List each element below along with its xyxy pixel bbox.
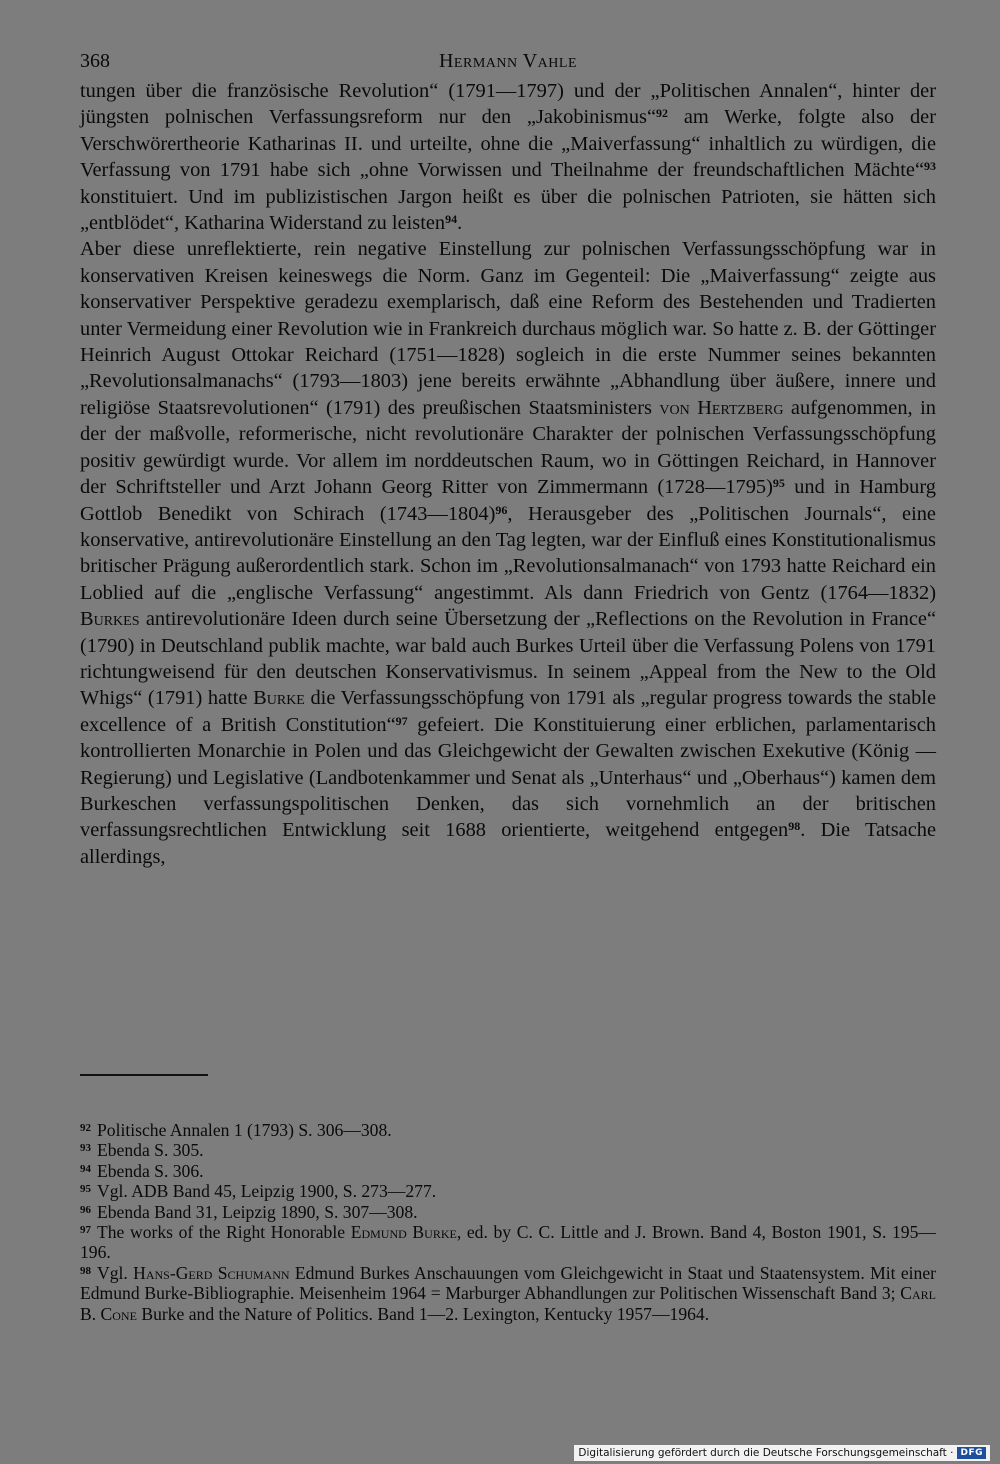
author-name-hertzberg: von Hertzberg: [659, 396, 784, 419]
footnote-text: Edmund Burkes Anschauungen vom Gleichgewicht in Staat und Staatensystem. Mit einer Edmund Burke-Bibliographie. Meisenheim 1964 = Marburger Abhandlungen zur Politischen Wissenschaft Band 3;: [80, 1262, 936, 1304]
paragraph-text: Aber diese unreflektierte, rein negative Einstellung zur polnischen Verfassungsschöpfung war in konservativen Kreisen keineswegs die Norm. Ganz im Gegenteil: Die „Maiverfassung“ zeigte aus konservativer Perspektive geradezu exemplarisch, daß eine Reform des Bestehenden und Tradierten unter Vermeidung einer Revolution wie in Frankreich durchaus möglich war. So hatte z. B. der Göttinger Heinrich August Ottokar Reichard (1751—1828) sogleich in die erste Nummer seines bekannten „Revolutionsalmanachs“ (1793—1803) jene bereits erwähnte „Abhandlung über äußere, innere und religiöse Staatsrevolutionen“ (1791) des preußischen Staatsministers: [80, 238, 936, 419]
footnote-ref-96[interactable]: 96: [495, 502, 508, 517]
paragraph-text: antirevolutionäre Ideen durch seine Übersetzung der „Reflections on the Revolution in France“ (1790) in Deutschland publik machte, war bald auch Burkes Urteil über die Verfassung Polens von 1791 richtungweisend für den deutschen Konservativismus. In seinem „Appeal from the New to the Old Whigs“ (1791) hatte: [80, 608, 936, 710]
footnote-ref-95[interactable]: 95: [772, 476, 785, 491]
credit-text: Digitalisierung gefördert durch die Deutsche Forschungsgemeinschaft ·: [578, 1447, 954, 1459]
digitization-credit: [574, 1445, 990, 1461]
footnote-author: Edmund Burke: [350, 1222, 457, 1243]
paragraph-text: tungen über die französische Revolution“ (1791—1797) und der „Politischen Annalen“, hinter der jüngsten polnischen Verfassungsreform nur den „Jakobinismus“: [80, 80, 936, 129]
footnote-text: Ebenda S. 306.: [97, 1160, 204, 1181]
dfg-logo-icon: DFG: [957, 1447, 986, 1459]
footnote-ref-97[interactable]: 97: [395, 713, 408, 728]
footnote-author: Carl B. Cone: [80, 1283, 936, 1324]
footnote-text: Burke and the Nature of Politics. Band 1—2. Lexington, Kentucky 1957—1964.: [136, 1303, 710, 1324]
running-head: [80, 44, 936, 78]
footnote-text: Ebenda Band 31, Leipzig 1890, S. 307—308.: [97, 1201, 418, 1222]
footnote-97: [80, 1222, 936, 1263]
footnote-text: , ed. by C. C. Little and J. Brown. Band 4, Boston 1901, S. 195—196.: [80, 1222, 936, 1263]
footnote-ref-92[interactable]: 92: [656, 106, 669, 121]
footnote-number: 94: [80, 1162, 91, 1175]
paragraph-text: .: [457, 212, 463, 235]
footnote-98: [80, 1263, 936, 1324]
paragraph-1: [80, 78, 936, 236]
paragraph-text: aufgenommen, in der der maßvolle, reformerische, nicht revolutionäre Charakter der polnischen Verfassungsschöpfung positiv gewürdigt wurde. Vor allem im norddeutschen Raum, wo in Göttingen Reichard, in Hannover der Schriftsteller und Arzt Johann Georg Ritter von Zimmermann (1728—1795): [80, 396, 936, 499]
body-text: [80, 78, 936, 870]
paragraph-text: gefeiert. Die Konstituierung einer erblichen, parlamentarisch kontrollierten Monarchie in Polen und das Gleichgewicht der Gewalten zwischen Exekutive (König — Regierung) und Legislative (Landbotenkammer und Senat als „Unterhaus“ und „Oberhaus“) kamen dem Burkeschen verfassungspolitischen Denken, das sich vornehmlich an der britischen verfassungsrechtlichen Entwicklung seit 1688 orientierte, weitgehend entgegen: [80, 713, 936, 842]
paragraph-text: . Die Tatsache allerdings,: [80, 819, 936, 868]
author-name-burke: Burke: [253, 687, 305, 710]
footnote-96: [80, 1202, 936, 1222]
footnote-author: Hans-Gerd Schumann: [133, 1262, 290, 1283]
footnote-text: Vgl.: [97, 1262, 134, 1283]
footnote-number: 93: [80, 1142, 91, 1155]
paragraph-text: , Herausgeber des „Politischen Journals“, eine konservative, antirevolutionäre Einstellung an den Tag legten, war der Einfluß eines Konstitutionalismus britischer Prägung außerordentlich stark. Schon im „Revolutionsalmanach“ von 1793 hatte Reichard ein Loblied auf die „englische Verfassung“ angestimmt. Als dann Friedrich von Gentz (1764—1832): [80, 502, 936, 604]
footnote-93: [80, 1140, 936, 1160]
footnote-ref-98[interactable]: 98: [788, 819, 801, 834]
footnotes: [80, 1120, 936, 1324]
paragraph-text: und in Hamburg Gottlob Benedikt von Schirach (1743—1804): [80, 476, 936, 525]
footnote-ref-93[interactable]: 93: [924, 159, 936, 174]
running-title: Hermann Vahle: [438, 50, 578, 72]
footnote-number: 97: [80, 1224, 91, 1237]
paragraph-text: am Werke, folgte also der Verschwörertheorie Katharinas II. und urteilte, ohne die „Maiverfassung“ inhaltlich zu würdigen, die Verfassung von 1791 habe sich „ohne Vorwissen und Theilnahme der freundschaftlichen Mächte“: [80, 106, 936, 182]
footnote-text: Ebenda S. 305.: [97, 1140, 204, 1161]
footnote-ref-94[interactable]: 94: [445, 212, 458, 227]
page: [80, 44, 936, 870]
footnote-number: 95: [80, 1183, 91, 1196]
footnote-number: 96: [80, 1203, 91, 1216]
footnote-text: The works of the Right Honorable: [97, 1222, 351, 1243]
footnote-95: [80, 1181, 936, 1201]
footnote-92: [80, 1120, 936, 1140]
paragraph-text: konstituiert. Und im publizistischen Jargon heißt es über die polnischen Patrioten, sie hätten sich „entblödet“, Katharina Widerstand zu leisten: [80, 185, 936, 235]
author-name-burkes: Burkes: [80, 608, 140, 631]
footnote-separator: [80, 1074, 208, 1076]
footnote-text: Vgl. ADB Band 45, Leipzig 1900, S. 273—277.: [97, 1181, 437, 1202]
footnote-text: Politische Annalen 1 (1793) S. 306—308.: [97, 1120, 392, 1140]
paragraph-2: [80, 236, 936, 870]
page-number: 368: [80, 50, 110, 72]
footnote-number: 98: [80, 1264, 91, 1277]
paragraph-text: die Verfassungsschöpfung von 1791 als „regular progress towards the stable excellence of a British Constitution“: [80, 687, 936, 736]
footnote-number: 92: [80, 1122, 91, 1134]
footnote-94: [80, 1161, 936, 1181]
